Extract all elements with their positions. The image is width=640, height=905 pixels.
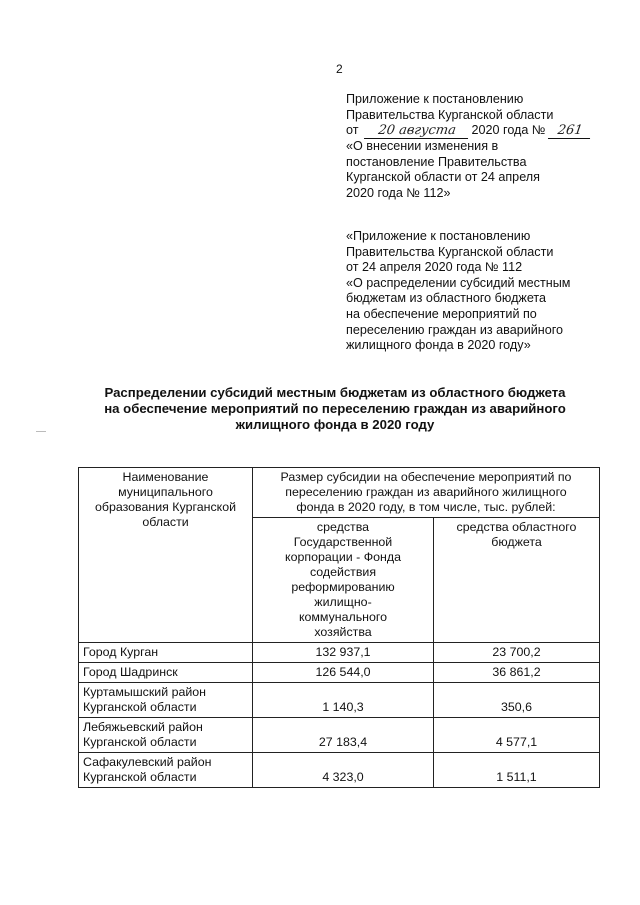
row-state-funds: 27 183,4 [253,718,434,753]
row-state-funds: 4 323,0 [253,753,434,788]
attachment-original-line: Правительства Курганской области [346,244,554,259]
attachment-current-line2: Правительства Курганской области [346,107,554,122]
row-municipality: Куртамышский район Курганской области [79,683,253,718]
table-row [79,753,600,788]
attachment-original [346,229,616,354]
attachment-current-line1: Приложение к постановлению [346,92,524,106]
attachment-current-line4: «О внесении изменения в [346,139,499,154]
title-line: на обеспечение мероприятий по переселению граждан из аварийного [104,401,566,416]
row-municipality: Лебяжьевский район Курганской области [79,718,253,753]
subsidy-table [78,467,600,788]
attachment-original-line: от 24 апреля 2020 года № 112 [346,260,523,275]
attachment-current-line7: 2020 года № 112» [346,185,451,200]
row-regional-funds: 23 700,2 [434,643,600,663]
table-row [79,663,600,683]
attachment-current-line6: Курганской области от 24 апреля [346,170,540,185]
table-header-row [79,468,600,518]
table-row [79,683,600,718]
attachment-current [346,92,616,202]
attachment-original-line: «Приложение к постановлению [346,229,531,243]
date-prefix: от [346,123,359,138]
attachment-current-line5: постановление Правительства [346,154,527,169]
attachment-original-line: «О распределении субсидий местным [346,275,571,290]
row-regional-funds: 4 577,1 [434,718,600,753]
attachment-original-line: бюджетам из областного бюджета [346,291,547,306]
title-line: жилищного фонда в 2020 году [235,417,435,432]
title-line: Распределении субсидий местным бюджетам из областного бюджета [104,385,566,400]
handwritten-date: 20 августа [363,124,469,139]
table-row [79,643,600,663]
row-municipality: Сафакулевский район Курганской области [79,753,253,788]
table-row [79,718,600,753]
header-regional-budget: средства областного бюджета [434,518,600,643]
row-regional-funds: 36 861,2 [434,663,600,683]
row-regional-funds: 350,6 [434,683,600,718]
document-title [70,385,600,433]
attachment-original-line: жилищного фонда в 2020 году» [346,338,531,353]
row-municipality: Город Курган [79,643,253,663]
header-state-corporation: средства Государственной корпорации - Фонда содействия реформированию жилищно- коммунального хозяйства [253,518,434,643]
header-subsidy-size: Размер субсидии на обеспечение мероприятий по переселению граждан из аварийного жилищного фонда в 2020 году, в том числе, тыс. рублей: [253,468,600,518]
attachment-original-line: переселению граждан из аварийного [346,322,564,337]
row-regional-funds: 1 511,1 [434,753,600,788]
page-number: 2 [336,62,343,76]
margin-mark [36,431,46,432]
attachment-current-date-line [346,123,616,139]
row-municipality: Город Шадринск [79,663,253,683]
row-state-funds: 1 140,3 [253,683,434,718]
handwritten-number: 261 [548,124,592,139]
attachment-original-line: на обеспечение мероприятий по [346,306,537,321]
header-municipality: Наименование муниципального образования Курганской области [79,468,253,643]
row-state-funds: 126 544,0 [253,663,434,683]
row-state-funds: 132 937,1 [253,643,434,663]
date-middle: 2020 года № [471,123,546,138]
